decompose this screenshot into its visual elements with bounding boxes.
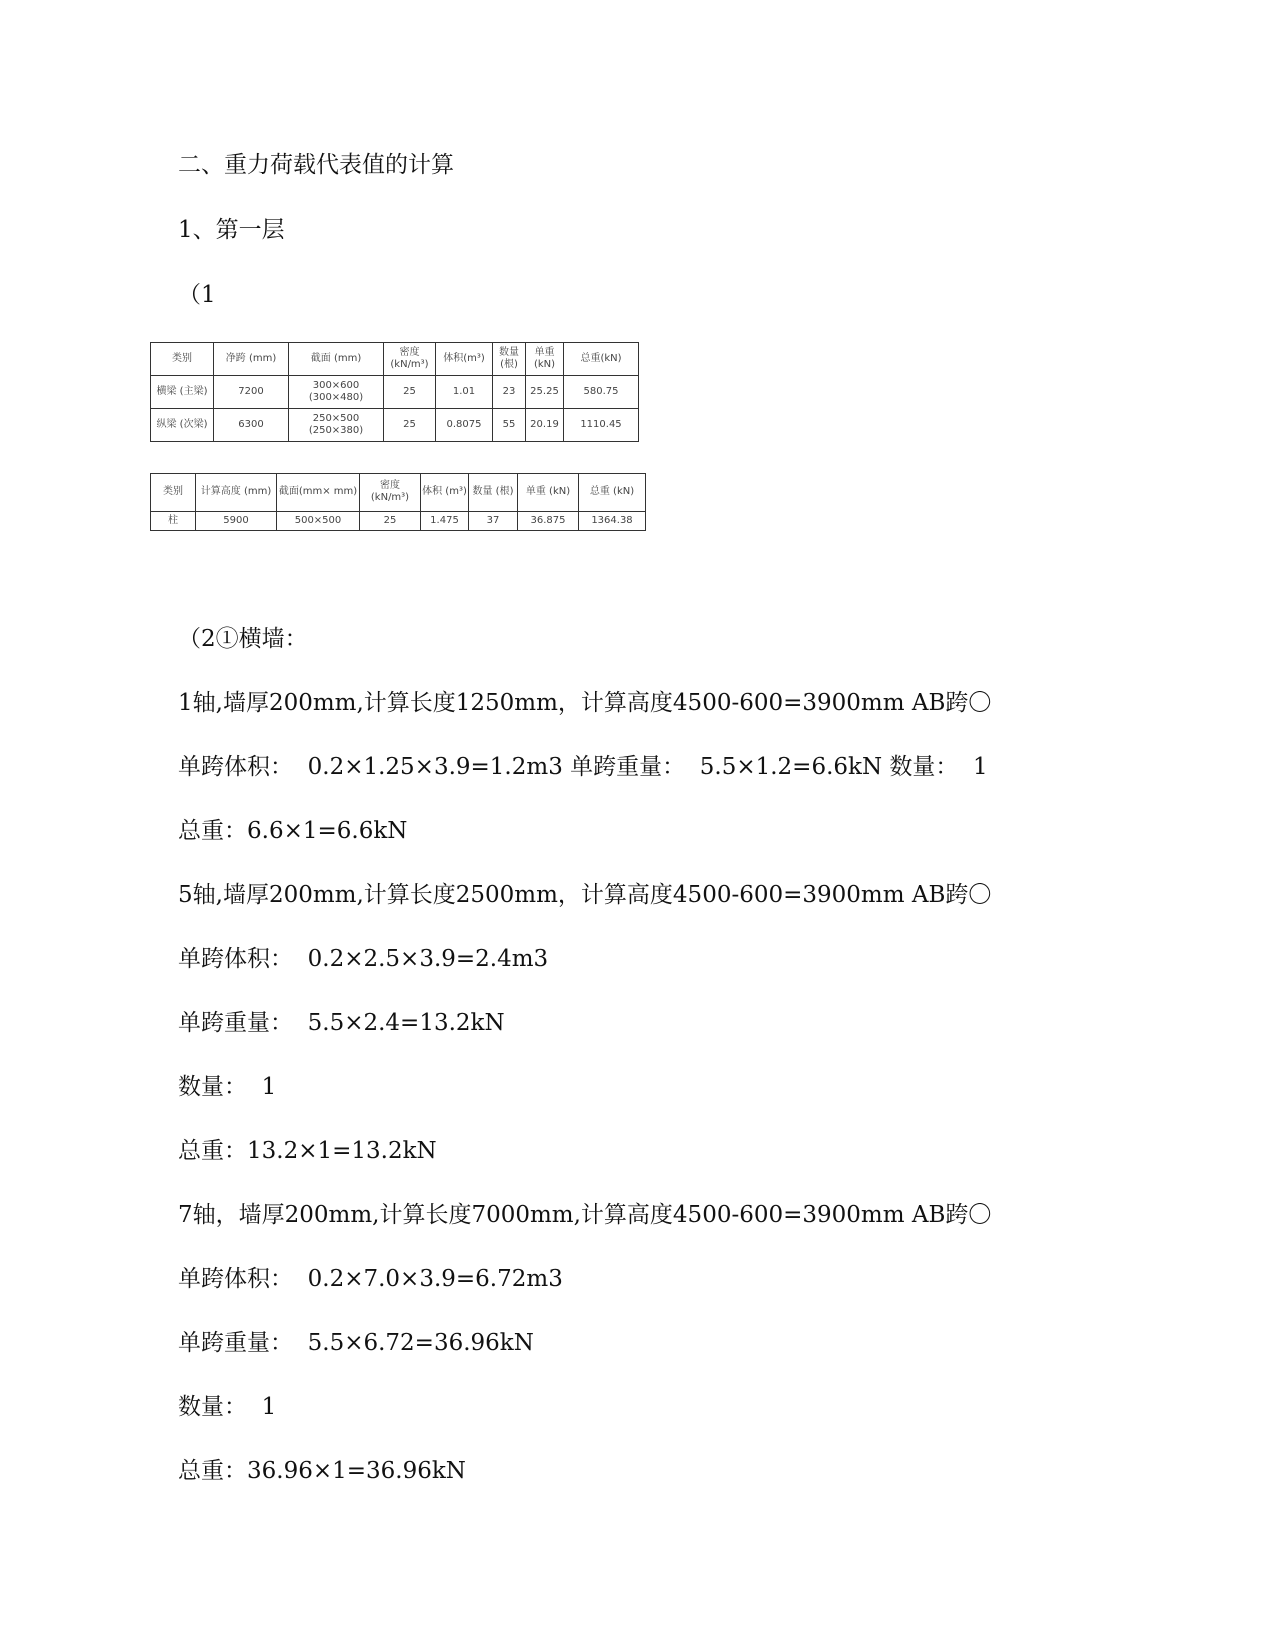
table-row [151, 409, 639, 442]
table-header-cell: 密度 (kN/m³) [384, 343, 436, 376]
table-header-cell: 净跨 (mm) [214, 343, 289, 376]
table-cell: 25 [384, 376, 436, 409]
table-cell: 500×500 [277, 511, 360, 531]
table-cell: 0.8075 [436, 409, 493, 442]
table-cell: 6300 [214, 409, 289, 442]
table-header-cell: 类别 [151, 474, 196, 512]
table-cell: 25 [360, 511, 421, 531]
table-header-cell: 体积 (m³) [421, 474, 469, 512]
wall-axis-7-weight: 单跨重量： 5.5×6.72=36.96kN [178, 1330, 534, 1356]
table-header-row [151, 343, 639, 376]
section-title: 二、重力荷载代表值的计算 [178, 152, 454, 178]
table-cell: 1.475 [421, 511, 469, 531]
table-row [151, 511, 646, 531]
table-cell: 横梁 (主梁) [151, 376, 214, 409]
wall-axis-5-weight: 单跨重量： 5.5×2.4=13.2kN [178, 1010, 505, 1036]
table-header-cell: 数量 (根) [469, 474, 518, 512]
table-header-cell: 截面 (mm) [289, 343, 384, 376]
table-cell: 37 [469, 511, 518, 531]
item-2-heading: （2①横墙： [178, 626, 308, 652]
table-header-cell: 单重 (kN) [526, 343, 564, 376]
table-header-cell: 密度 (kN/m³) [360, 474, 421, 512]
table-cell: 7200 [214, 376, 289, 409]
wall-axis-7-volume: 单跨体积： 0.2×7.0×3.9=6.72m3 [178, 1266, 563, 1292]
table-header-cell: 数量 (根) [493, 343, 526, 376]
wall-axis-1-total: 总重：6.6×1=6.6kN [178, 818, 408, 844]
table-cell: 580.75 [564, 376, 639, 409]
table-row [151, 376, 639, 409]
table-header-cell: 类别 [151, 343, 214, 376]
table-cell: 300×600 (300×480) [289, 376, 384, 409]
table-cell: 5900 [196, 511, 277, 531]
wall-axis-1-volume-weight: 单跨体积： 0.2×1.25×3.9=1.2m3 单跨重量： 5.5×1.2=6.6kN 数量： 1 [178, 754, 988, 780]
wall-axis-7-spec: 7轴，墙厚200mm,计算长度7000mm,计算高度4500-600=3900mm AB跨〇 [178, 1202, 992, 1228]
beam-table [150, 342, 639, 442]
wall-axis-7-total: 总重：36.96×1=36.96kN [178, 1458, 466, 1484]
table-header-cell: 总重(kN) [564, 343, 639, 376]
table-cell: 1364.38 [579, 511, 646, 531]
table-header-cell: 体积(m³) [436, 343, 493, 376]
wall-axis-5-total: 总重：13.2×1=13.2kN [178, 1138, 437, 1164]
table-header-row [151, 474, 646, 512]
table-cell: 20.19 [526, 409, 564, 442]
table-header-cell: 总重 (kN) [579, 474, 646, 512]
item-1-marker: （1 [178, 282, 216, 308]
table-cell: 1.01 [436, 376, 493, 409]
table-cell: 纵梁 (次梁) [151, 409, 214, 442]
column-table [150, 473, 646, 531]
table-cell: 25 [384, 409, 436, 442]
table-header-cell: 截面(mm× mm) [277, 474, 360, 512]
table-cell: 柱 [151, 511, 196, 531]
wall-axis-1-spec: 1轴,墙厚200mm,计算长度1250mm，计算高度4500-600=3900mm AB跨〇 [178, 690, 992, 716]
wall-axis-5-spec: 5轴,墙厚200mm,计算长度2500mm，计算高度4500-600=3900mm AB跨〇 [178, 882, 992, 908]
table-cell: 36.875 [518, 511, 579, 531]
table-header-cell: 计算高度 (mm) [196, 474, 277, 512]
table-cell: 55 [493, 409, 526, 442]
wall-axis-5-quantity: 数量： 1 [178, 1074, 277, 1100]
table-cell: 23 [493, 376, 526, 409]
table-header-cell: 单重 (kN) [518, 474, 579, 512]
table-cell: 250×500 (250×380) [289, 409, 384, 442]
table-cell: 25.25 [526, 376, 564, 409]
subsection-title: 1、第一层 [178, 217, 285, 243]
wall-axis-5-volume: 单跨体积： 0.2×2.5×3.9=2.4m3 [178, 946, 549, 972]
wall-axis-7-quantity: 数量： 1 [178, 1394, 277, 1420]
table-cell: 1110.45 [564, 409, 639, 442]
